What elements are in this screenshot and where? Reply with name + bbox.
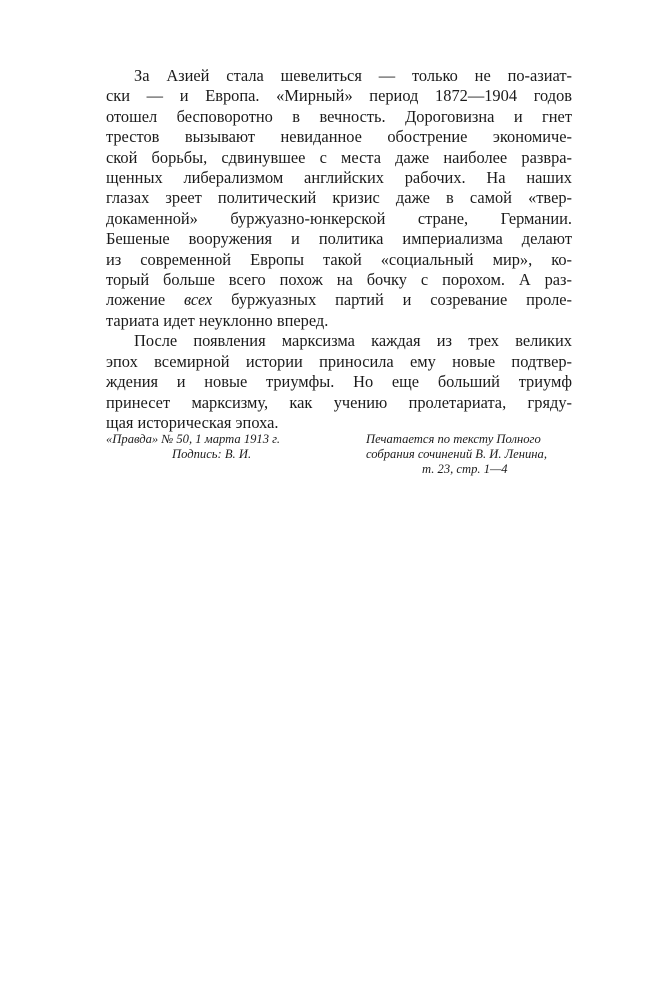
text-line: докаменной» буржуазно-юнкерской стране, Германии. [106, 208, 572, 228]
text-line: щая историческая эпоха. [106, 412, 279, 432]
text-line: ской борьбы, сдвинувшее с места даже наиболее развра- [106, 147, 572, 167]
article-body [106, 66, 572, 433]
text-line: отошел бесповоротно в вечность. Дороговизна и гнет [106, 106, 572, 126]
print-note [366, 432, 586, 477]
text-fragment: ложение [106, 290, 184, 310]
text-line: После появления марксизма каждая из трех великих [134, 331, 572, 351]
text-line: ски — и Европа. «Мирный» период 1872—1904 годов [106, 86, 572, 106]
signature-line: Подпись: В. И. [172, 447, 252, 461]
text-fragment: буржуазных партий и созревание проле- [212, 290, 572, 310]
emphasis-word: всех [184, 290, 213, 310]
text-line: эпох всемирной истории приносила ему новые подтвер- [106, 351, 572, 371]
text-line: Бешеные вооружения и политика империализма делают [106, 229, 572, 249]
text-line [106, 290, 572, 310]
text-line: За Азией стала шевелиться — только не по-азиат- [134, 66, 572, 85]
text-line: тариата идет неуклонно вперед. [106, 310, 329, 330]
print-line: собрания сочинений В. И. Ленина, [366, 447, 547, 461]
source-line: «Правда» № 50, 1 марта 1913 г. [106, 432, 281, 446]
text-line: ждения и новые триумфы. Но еще больший триумф [106, 372, 572, 392]
text-line: глазах зреет политический кризис даже в самой «твер- [106, 188, 572, 208]
text-line: трестов вызывают невиданное обострение экономиче- [106, 127, 572, 147]
print-line: Печатается по тексту Полного [366, 432, 541, 446]
text-line: щенных либерализмом английских рабочих. На наших [106, 168, 572, 188]
print-line: т. 23, стр. 1—4 [422, 462, 508, 476]
text-line: принесет марксизму, как учению пролетариата, гряду- [106, 392, 572, 412]
text-line: торый больше всего похож на бочку с порохом. А раз- [106, 270, 572, 290]
source-footer [106, 432, 576, 492]
text-line: из современной Европы такой «социальный мир», ко- [106, 249, 572, 269]
source-note [106, 432, 346, 462]
